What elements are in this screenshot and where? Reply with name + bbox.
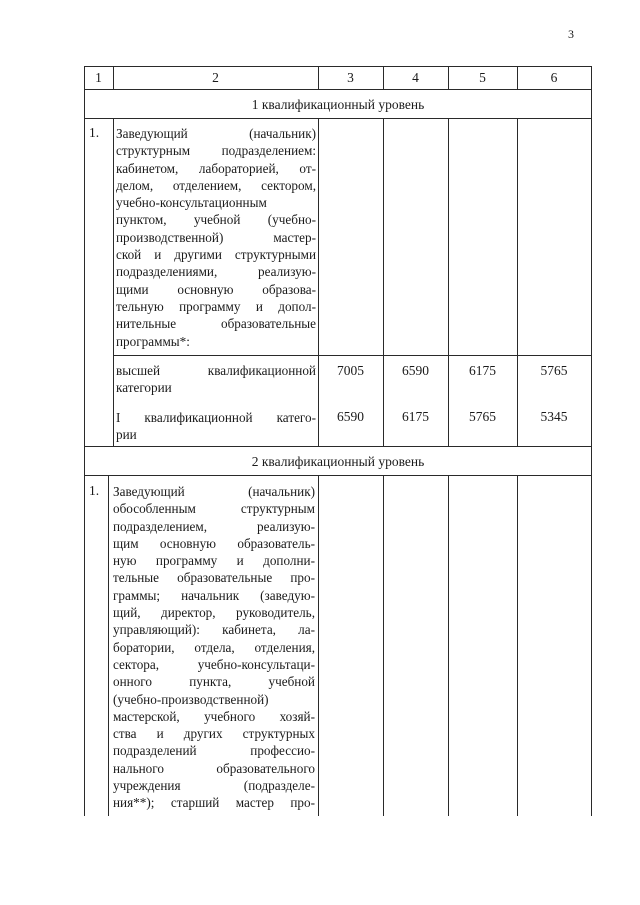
category-line: категории (116, 380, 172, 396)
table-line (383, 475, 384, 816)
description-line: онного пункта, учебной (113, 674, 315, 690)
table-line (84, 446, 592, 447)
table-line (318, 475, 319, 816)
value-cell: 6590 (402, 363, 429, 378)
description-line: ную программу и дополни- (113, 553, 315, 569)
row-number: 1. (89, 125, 100, 140)
description-line: (учебно-производственной) (113, 691, 269, 707)
column-header-6: 6 (550, 70, 558, 85)
table-line (591, 66, 592, 446)
description-line: подразделениями, реализую- (116, 264, 316, 280)
value-cell: 6175 (469, 363, 496, 378)
description-line: пунктом, учебной (учебно- (116, 212, 316, 228)
description-line: учебно-консультационным (116, 195, 267, 211)
value-cell: 7005 (337, 363, 364, 378)
table-line (517, 118, 518, 446)
description-line: обособленным структурным (113, 501, 315, 517)
category-label-highest (116, 362, 316, 397)
value-cell: 5345 (540, 409, 568, 424)
column-header-5: 5 (479, 70, 486, 85)
table-line (84, 475, 592, 476)
level-1-description (116, 125, 316, 350)
description-line: управляющий): кабинета, ла- (113, 622, 315, 638)
column-header-4: 4 (412, 70, 419, 85)
category-line: высшей квалификационной (116, 363, 316, 378)
description-line: Заведующий (начальник) (113, 484, 315, 499)
description-line: программы*: (116, 333, 190, 349)
value-cell: 6590 (337, 409, 364, 424)
column-header-1: 1 (95, 70, 102, 85)
table-line (448, 475, 449, 816)
table-line (84, 89, 592, 90)
table-line (448, 118, 449, 446)
description-line: производственной) мастер- (116, 229, 316, 245)
description-line: ния**); старший мастер про- (113, 795, 315, 811)
table-line (84, 118, 85, 446)
table-line (113, 118, 114, 446)
table-line (108, 475, 109, 816)
table-line (84, 66, 592, 67)
description-line: тельные образовательные про- (113, 570, 315, 586)
column-header-3: 3 (347, 70, 354, 85)
page-number: 3 (568, 27, 574, 41)
level-1-title: 1 квалификационный уровень (251, 97, 425, 112)
column-header-2: 2 (212, 70, 219, 85)
description-line: кабинетом, лабораторией, от- (116, 160, 316, 176)
value-cell: 5765 (540, 363, 568, 378)
table-line (84, 475, 85, 816)
description-line: щий, директор, руководитель, (113, 605, 315, 621)
table-line (383, 118, 384, 446)
description-line: нительные образовательные (116, 316, 316, 332)
description-line: сектора, учебно-консультаци- (113, 656, 315, 672)
description-line: Заведующий (начальник) (116, 126, 316, 141)
description-line: боратории, отдела, отделения, (113, 639, 315, 655)
table-line (113, 355, 592, 356)
description-line: делом, отделением, сектором, (116, 177, 316, 193)
description-line: щим основную образователь- (113, 535, 315, 551)
description-line: щими основную образова- (116, 281, 316, 297)
table-line (84, 118, 592, 119)
value-cell: 6175 (402, 409, 429, 424)
description-line: граммы; начальник (заведую- (113, 587, 315, 603)
description-line: структурным подразделением: (116, 143, 316, 159)
description-line: ства и других структурных (113, 726, 315, 742)
level-2-title: 2 квалификационный уровень (251, 454, 425, 469)
description-line: ской и другими структурными (116, 247, 316, 263)
table-line (517, 475, 518, 816)
category-line: рии (116, 427, 137, 443)
description-line: учреждения (подразделе- (113, 778, 315, 794)
row-number: 1. (89, 483, 100, 498)
table-line (591, 475, 592, 816)
value-cell: 5765 (469, 409, 496, 424)
table-line (318, 118, 319, 446)
level-2-description (113, 483, 315, 812)
description-line: нального образовательного (113, 760, 315, 776)
description-line: подразделением, реализую- (113, 518, 315, 534)
category-line: I квалификационной катего- (116, 410, 316, 425)
description-line: подразделений профессио- (113, 743, 315, 759)
description-line: мастерской, учебного хозяй- (113, 708, 315, 724)
description-line: тельную программу и допол- (116, 298, 316, 314)
category-label-first (116, 409, 316, 444)
